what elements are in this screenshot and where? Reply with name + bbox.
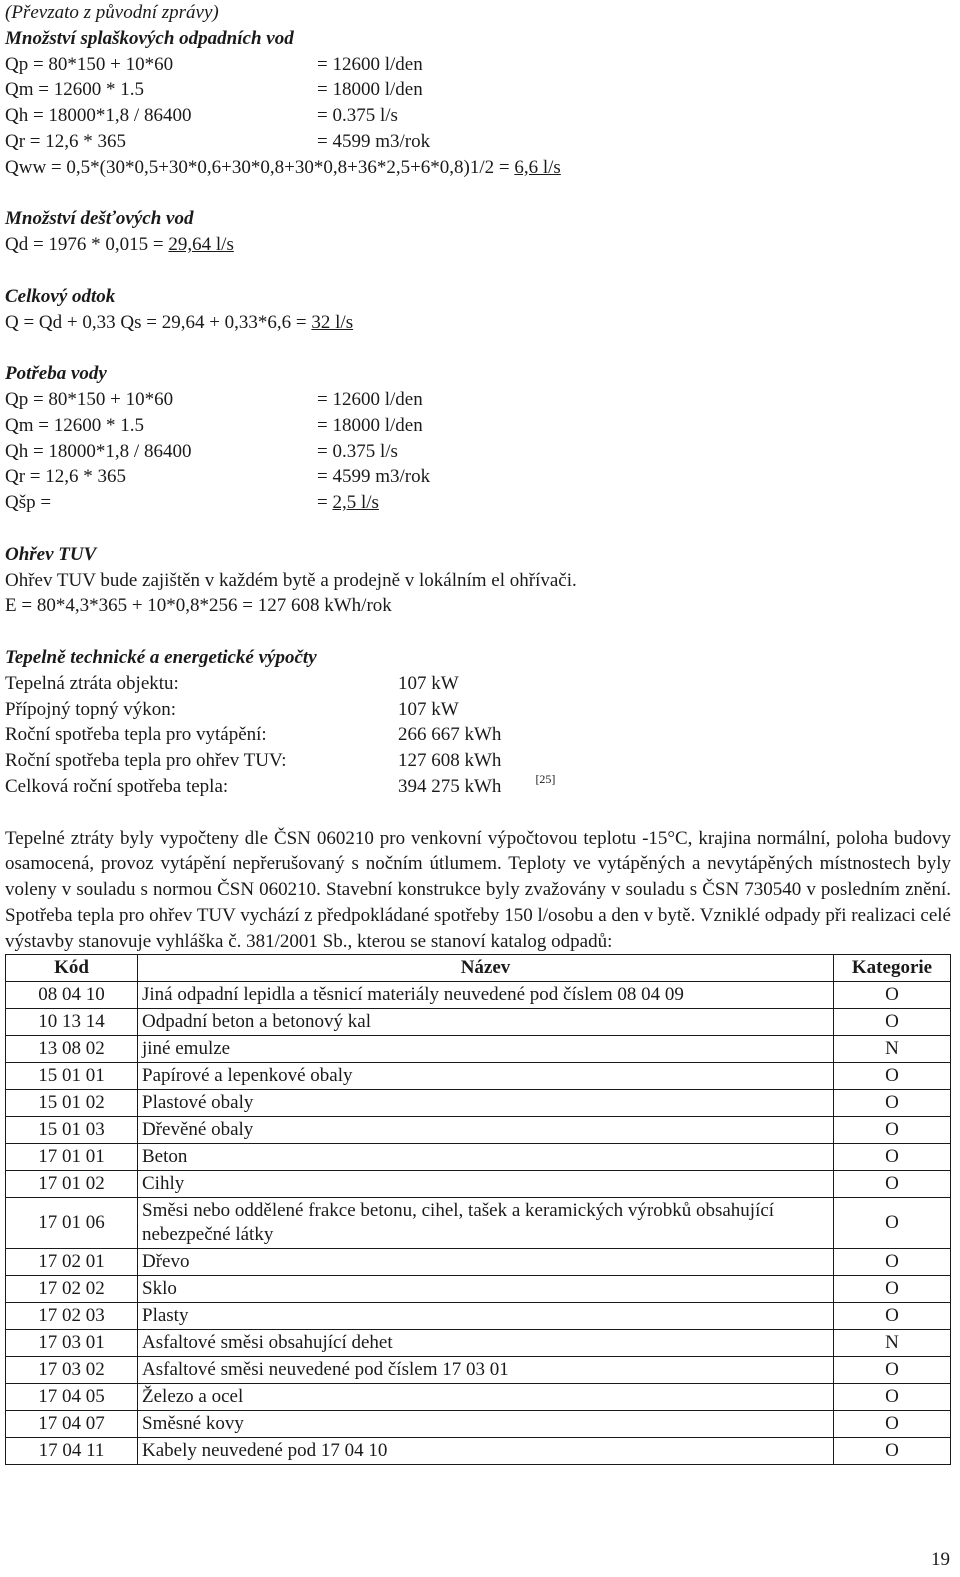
splaskove-row: Qh = 18000*1,8 / 86400 = 0.375 l/s [5, 105, 398, 127]
q-formula: Q = Qd + 0,33 Qs = 29,64 + 0,33*6,6 = 32 l/s [5, 311, 354, 333]
table-row: 08 04 10 Jiná odpadní lepidla a těsnicí materiály neuvedené pod číslem 08 04 09 O [6, 982, 951, 1009]
table-row: 15 01 01 Papírové a lepenkové obaly O [6, 1063, 951, 1090]
table-row: 15 01 02 Plastové obaly O [6, 1090, 951, 1117]
qww-result: 6,6 l/s [514, 156, 561, 178]
tuv-text: Ohřev TUV bude zajištěn v každém bytě a prodejně v lokálním el ohřívači. [5, 569, 577, 591]
table-row: 10 13 14 Odpadní beton a betonový kal O [6, 1009, 951, 1036]
table-row: 17 02 01 Dřevo O [6, 1249, 951, 1276]
tepelne-heading: Tepelně technické a energetické výpočty [5, 646, 317, 668]
q-result: 32 l/s [311, 311, 354, 333]
qd-formula: Qd = 1976 * 0,015 = 29,64 l/s [5, 234, 234, 256]
header-note: (Převzato z původní zprávy) [5, 2, 219, 23]
table-row: 17 01 06 Směsi nebo oddělené frakce betonu, cihel, tašek a keramických výrobků obsahující nebezpečné látky O [6, 1198, 951, 1249]
splaskove-heading: Množství splaškových odpadních vod [5, 27, 294, 49]
destove-heading: Množství dešťových vod [5, 208, 194, 230]
body-paragraph: Tepelné ztráty byly vypočteny dle ČSN 060210 pro venkovní výpočtovou teplotu -15°C, krajina normální, poloha budovy osamocená, provoz vytápění nepřerušovaný s nočním útlumem. Teploty ve vytápěných a nevytápěných místnostech byly voleny v souladu s normou ČSN 060210. Stavební konstrukce byly zvažovány v souladu s ČSN 730540 v posledním znění. Spotřeba tepla pro ohřev TUV vychází z předpokládané spotřeby 150 l/osobu a den v bytě. Vzniklé odpady při realizaci celé výstavby stanovuje vyhláška č. 381/2001 Sb., kterou se stanoví katalog odpadů: [5, 827, 951, 952]
potreba-row: Qh = 18000*1,8 / 86400 = 0.375 l/s [5, 440, 398, 462]
potreba-row: Qr = 12,6 * 365 = 4599 m3/rok [5, 466, 431, 488]
waste-catalog-table [5, 954, 951, 1465]
table-row: 17 03 01 Asfaltové směsi obsahující dehet N [6, 1330, 951, 1357]
header-kod: Kód [6, 955, 138, 982]
splaskove-row: Qp = 80*150 + 10*60 = 12600 l/den [5, 53, 423, 75]
qww-formula: Qww = 0,5*(30*0,5+30*0,6+30*0,8+30*0,8+36*2,5+6*0,8)1/2 = 6,6 l/s [5, 156, 561, 178]
tepelne-row: Přípojný topný výkon: 107 kW [5, 698, 459, 720]
tepelne-row: Celková roční spotřeba tepla: 394 275 kWh [25] [5, 774, 951, 800]
page-number: 19 [931, 1549, 950, 1570]
splaskove-row: Qr = 12,6 * 365 = 4599 m3/rok [5, 130, 431, 152]
header-kategorie: Kategorie [834, 955, 951, 982]
tepelne-row: Roční spotřeba tepla pro vytápění: 266 667 kWh [5, 724, 502, 746]
table-header-row [6, 955, 951, 982]
tuv-energy: E = 80*4,3*365 + 10*0,8*256 = 127 608 kWh/rok [5, 595, 392, 617]
odtok-heading: Celkový odtok [5, 285, 116, 307]
table-row: 15 01 03 Dřevěné obaly O [6, 1117, 951, 1144]
document-page [5, 0, 951, 1465]
table-row: 17 03 02 Asfaltové směsi neuvedené pod číslem 17 03 01 O [6, 1357, 951, 1384]
splaskove-row: Qm = 12600 * 1.5 = 18000 l/den [5, 79, 423, 101]
header-nazev: Název [138, 955, 834, 982]
qsp-row: Qšp = = 2,5 l/s [5, 490, 951, 516]
potreba-row: Qp = 80*150 + 10*60 = 12600 l/den [5, 388, 423, 410]
qsp-result: 2,5 l/s [332, 492, 379, 514]
qd-result: 29,64 l/s [168, 234, 234, 256]
table-row: 17 04 11 Kabely neuvedené pod 17 04 10 O [6, 1438, 951, 1465]
potreba-heading: Potřeba vody [5, 363, 107, 385]
table-row: 17 01 01 Beton O [6, 1144, 951, 1171]
reference-mark: [25] [535, 771, 556, 786]
tuv-heading: Ohřev TUV [5, 543, 97, 565]
table-row: 17 04 07 Směsné kovy O [6, 1411, 951, 1438]
potreba-row: Qm = 12600 * 1.5 = 18000 l/den [5, 414, 423, 436]
table-row: 17 04 05 Železo a ocel O [6, 1384, 951, 1411]
tepelne-row: Tepelná ztráta objektu: 107 kW [5, 672, 459, 694]
table-row: 17 02 03 Plasty O [6, 1303, 951, 1330]
table-row: 17 01 02 Cihly O [6, 1171, 951, 1198]
table-row: 17 02 02 Sklo O [6, 1276, 951, 1303]
tepelne-row: Roční spotřeba tepla pro ohřev TUV: 127 608 kWh [5, 750, 502, 772]
table-row: 13 08 02 jiné emulze N [6, 1036, 951, 1063]
